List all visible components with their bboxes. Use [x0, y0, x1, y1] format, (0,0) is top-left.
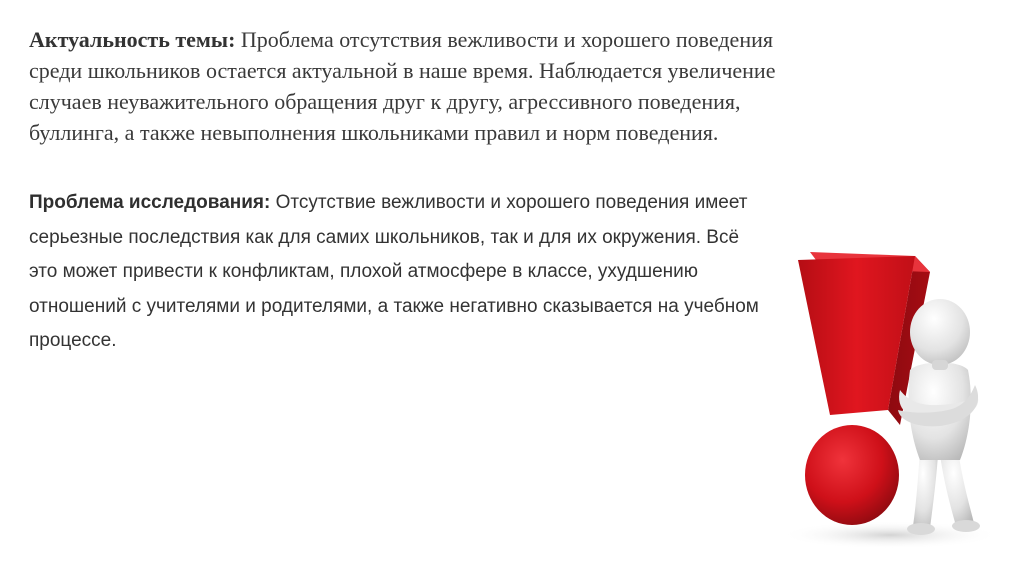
research-problem-label: Проблема исследования:	[29, 192, 271, 213]
exclamation-mark-with-person-icon	[770, 250, 1010, 550]
topic-relevance-paragraph	[29, 24, 799, 148]
topic-relevance-text: Проблема отсутствия вежливости и хорошего поведения среди школьников остается актуальной в наше время. Наблюдается увеличение случаев неуважительного обращения друг к другу, агрессивного поведения, буллинга, а также невыполнения школьниками правил и норм поведения.	[29, 27, 776, 145]
research-problem-paragraph	[29, 186, 759, 359]
topic-relevance-label: Актуальность темы:	[29, 27, 236, 52]
research-problem-text: Отсутствие вежливости и хорошего поведения имеет серьезные последствия как для самих школьников, так и для их окружения. Всё это может привести к конфликтам, плохой атмосфере в классе, ухудшению отношений с учителями и родителями, а также негативно сказывается на учебном процессе.	[29, 192, 759, 351]
